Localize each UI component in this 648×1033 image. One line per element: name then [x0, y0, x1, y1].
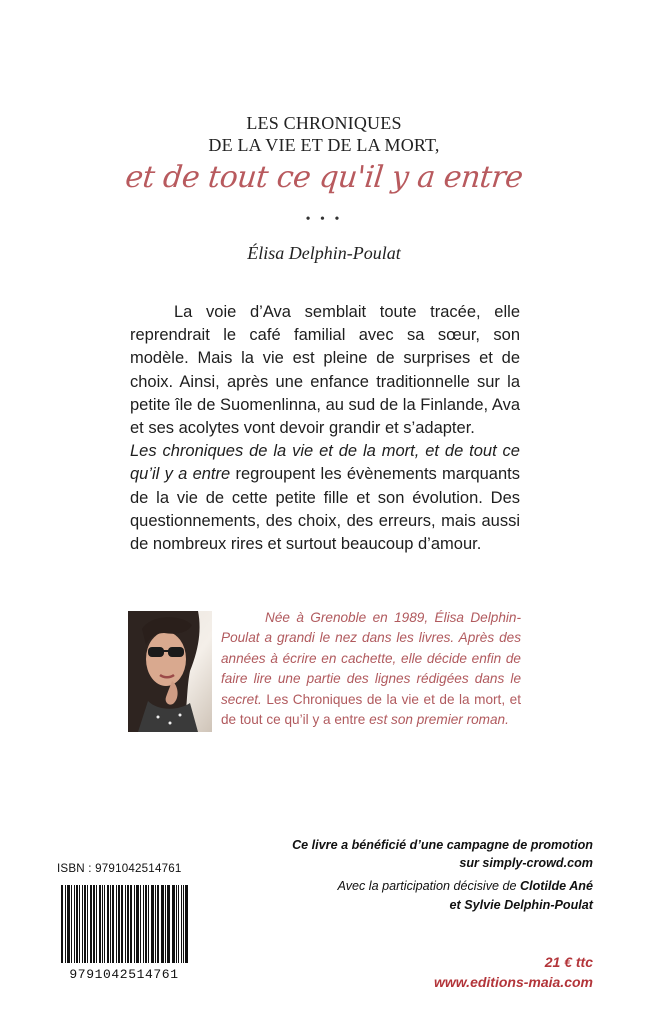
author-name: Élisa Delphin-Poulat [247, 243, 401, 263]
barcode-bar [67, 885, 70, 963]
barcode-bar [183, 885, 184, 963]
barcode-bar [178, 885, 179, 963]
barcode-bar [127, 885, 129, 963]
barcode-bar [165, 885, 166, 963]
barcode-bar [134, 885, 135, 963]
barcode-bar [65, 885, 66, 963]
barcode-bar [161, 885, 164, 963]
title-line-1: LES CHRONIQUES [246, 113, 402, 133]
barcode-bar [157, 885, 159, 963]
author-portrait-image [128, 611, 212, 732]
barcode-bar [121, 885, 123, 963]
blurb-paragraph-2-text: regroupent les évènements marquants de la vie de cette petite fille et son évolution. Des questionnements, des choix, des erreurs, mais aussi de nombreux rires et surtout beaucoup d’amour. [130, 465, 520, 554]
barcode-bar [104, 885, 105, 963]
barcode-bar [151, 885, 154, 963]
promotion-line-2: sur simply-crowd.com [459, 856, 593, 870]
promotion-line-1: Ce livre a bénéficié d’une campagne de promotion [292, 838, 593, 852]
barcode-bar [102, 885, 103, 963]
blurb [130, 301, 520, 556]
subtitle: et de tout ce qu'il y a entre [123, 160, 525, 195]
barcode-bar [112, 885, 114, 963]
barcode-bar [155, 885, 156, 963]
bio-ending: est son premier roman. [365, 712, 509, 728]
barcode-bar [107, 885, 109, 963]
barcode-bar [125, 885, 126, 963]
blurb-paragraph-1: La voie d’Ava semblait toute tracée, elle reprendrait le café familial avec sa sœur, son modèle. Mais la vie est pleine de surprises et de choix. Ainsi, après une enfance traditionnelle sur la petite île de Suomenlinna, au sud de la Finlande, Ava et ses acolytes vont devoir grandir et s’adapter. [130, 303, 520, 438]
blurb-book-title: Les chroniques de la vie et de la mort, et de tout ce qu’il y a entre [130, 442, 520, 484]
barcode-bar [93, 885, 95, 963]
participation-prefix: Avec la participation décisive de [337, 879, 520, 893]
participant-connector: et [449, 898, 465, 912]
barcode-bar [96, 885, 97, 963]
title-line-2: DE LA VIE ET DE LA MORT, [208, 135, 440, 155]
participation-line-1 [338, 877, 593, 896]
barcode-bar [130, 885, 132, 963]
participation-line-2 [338, 896, 593, 915]
barcode-bar [118, 885, 120, 963]
barcode-bar [87, 885, 88, 963]
author-photo [128, 611, 212, 732]
barcode-bar [71, 885, 72, 963]
barcode-bar [145, 885, 147, 963]
barcode-bar [143, 885, 144, 963]
barcode [57, 883, 192, 981]
participant-name-2: Sylvie Delphin-Poulat [464, 898, 593, 912]
barcode-bar [136, 885, 139, 963]
barcode-bar [74, 885, 75, 963]
barcode-bar [148, 885, 149, 963]
barcode-bar [181, 885, 182, 963]
barcode-digits: 9791042514761 [69, 967, 179, 981]
barcode-bar [176, 885, 177, 963]
barcode-bar [116, 885, 117, 963]
barcode-bar [76, 885, 78, 963]
author-bio-paragraph [221, 608, 521, 730]
author-bio [221, 608, 521, 730]
barcode-bar [84, 885, 86, 963]
separator-dots: • • • [305, 212, 343, 227]
barcode-bar [90, 885, 92, 963]
barcode-bar [79, 885, 80, 963]
bio-intro: Née à Grenoble en 1989, Élisa Delphin-Poulat a grandi le nez dans les livres. Après des années à écrire en cachette, elle décide enfin de faire lire une partie des lignes rédigées dans le secret. [221, 610, 521, 707]
barcode-bar [167, 885, 170, 963]
publisher-website[interactable]: www.editions-maia.com [434, 974, 593, 990]
price: 21 € ttc [544, 954, 593, 970]
promotion-note [292, 836, 593, 872]
bio-book-title: Les Chroniques de la vie et de la mort, et de tout ce qu’il y a entre [221, 691, 521, 728]
barcode-bar [140, 885, 141, 963]
isbn-label: ISBN : 9791042514761 [57, 862, 182, 875]
barcode-bar [172, 885, 175, 963]
blurb-paragraph-2 [130, 440, 520, 556]
participant-name-1: Clotilde Ané [520, 879, 593, 893]
barcode-bar [82, 885, 83, 963]
participation-note [338, 877, 593, 915]
barcode-bar [110, 885, 111, 963]
barcode-bar [99, 885, 101, 963]
barcode-bar [185, 885, 188, 963]
barcode-bar [61, 885, 63, 963]
